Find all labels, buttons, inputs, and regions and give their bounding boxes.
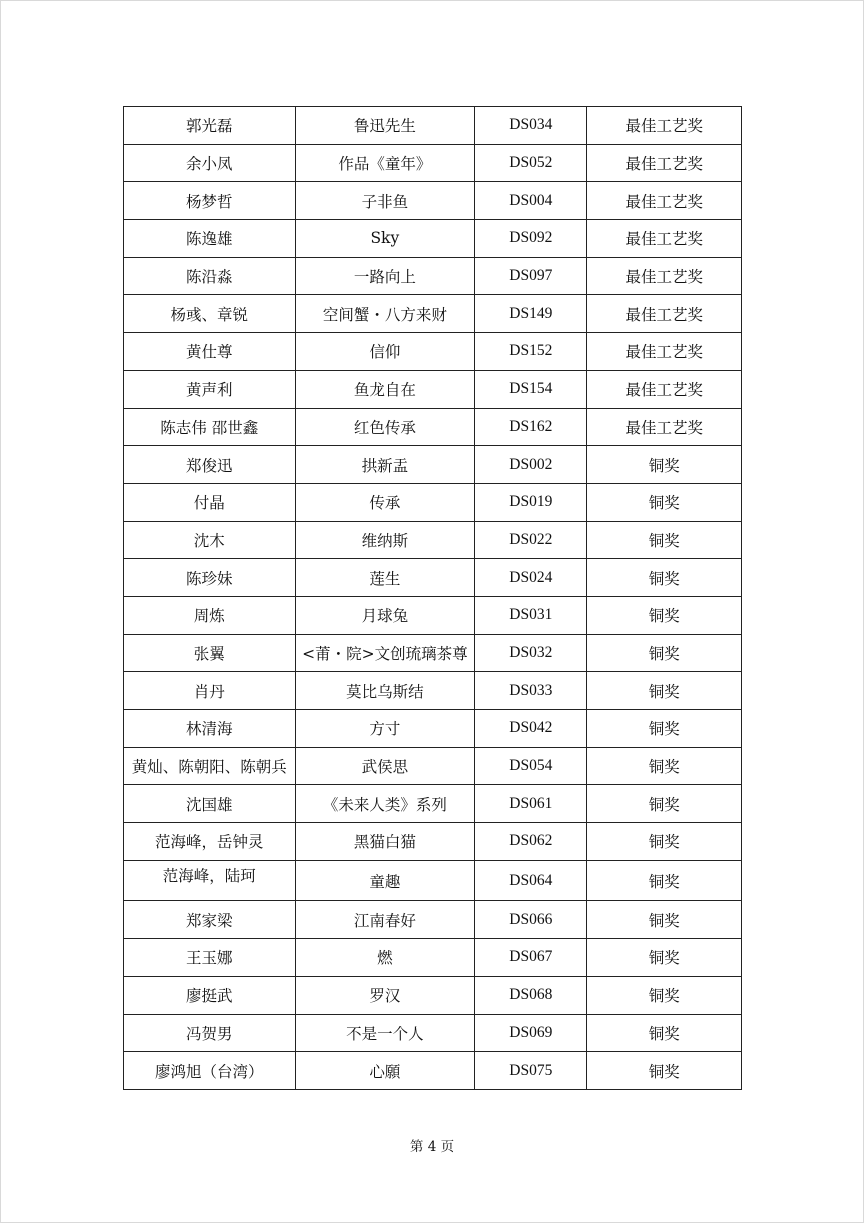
work-title-cell: 莫比乌斯结 [295,672,475,710]
table-row [124,939,742,977]
entry-code-cell: DS022 [475,521,587,559]
award-cell: 铜奖 [587,747,742,785]
author-cell: 陈志伟 邵世鑫 [124,408,296,446]
award-cell: 铜奖 [587,483,742,521]
author-cell: 郑家梁 [124,901,296,939]
table-row [124,1014,742,1052]
entry-code-cell: DS064 [475,860,587,901]
work-title-cell: 江南春好 [295,901,475,939]
award-table [123,106,742,1090]
award-cell: 铜奖 [587,559,742,597]
page-number: 第 4 页 [409,1139,455,1155]
work-title-cell: 罗汉 [295,976,475,1014]
author-cell: 张翼 [124,634,296,672]
work-title-cell: 子非鱼 [295,182,475,220]
entry-code-cell: DS075 [475,1052,587,1090]
table-row [124,370,742,408]
entry-code-cell: DS002 [475,446,587,484]
entry-code-cell: DS068 [475,976,587,1014]
table-row [124,144,742,182]
author-cell: 郭光磊 [124,107,296,145]
work-title-cell: 鱼龙自在 [295,370,475,408]
entry-code-cell: DS061 [475,785,587,823]
entry-code-cell: DS062 [475,823,587,861]
award-cell: 铜奖 [587,901,742,939]
author-cell: 沈国雄 [124,785,296,823]
table-row [124,596,742,634]
award-cell: 最佳工艺奖 [587,220,742,258]
work-title-cell: <莆・院>文创琉璃茶尊 [295,634,475,672]
award-cell: 铜奖 [587,1014,742,1052]
entry-code-cell: DS052 [475,144,587,182]
award-cell: 铜奖 [587,976,742,1014]
table-row [124,521,742,559]
author-cell: 余小凤 [124,144,296,182]
work-title-cell: 方寸 [295,710,475,748]
work-title-cell: 传承 [295,483,475,521]
author-cell: 范海峰，陆珂 [124,860,296,901]
work-title-cell: 童趣 [295,860,475,901]
award-cell: 最佳工艺奖 [587,408,742,446]
author-cell: 王玉娜 [124,939,296,977]
author-cell: 肖丹 [124,672,296,710]
author-cell: 郑俊迅 [124,446,296,484]
entry-code-cell: DS092 [475,220,587,258]
entry-code-cell: DS032 [475,634,587,672]
award-cell: 铜奖 [587,521,742,559]
award-cell: 最佳工艺奖 [587,295,742,333]
entry-code-cell: DS019 [475,483,587,521]
table-row [124,976,742,1014]
author-cell: 黄灿、陈朝阳、陈朝兵 [124,747,296,785]
author-cell: 黄仕尊 [124,333,296,371]
award-cell: 最佳工艺奖 [587,144,742,182]
award-cell: 最佳工艺奖 [587,257,742,295]
work-title-cell: 空间蟹・八方来财 [295,295,475,333]
author-cell: 黄声利 [124,370,296,408]
work-title-cell: 莲生 [295,559,475,597]
table-row [124,710,742,748]
table-row [124,747,742,785]
author-cell: 陈珍妹 [124,559,296,597]
author-cell: 周炼 [124,596,296,634]
entry-code-cell: DS004 [475,182,587,220]
table-row [124,333,742,371]
work-title-cell: 维纳斯 [295,521,475,559]
award-cell: 铜奖 [587,710,742,748]
award-cell: 最佳工艺奖 [587,333,742,371]
award-cell: 铜奖 [587,823,742,861]
award-cell: 铜奖 [587,446,742,484]
author-cell: 廖鸿旭（台湾） [124,1052,296,1090]
entry-code-cell: DS034 [475,107,587,145]
work-title-cell: 武侯思 [295,747,475,785]
award-cell: 铜奖 [587,672,742,710]
author-cell: 付晶 [124,483,296,521]
work-title-cell: 鲁迅先生 [295,107,475,145]
table-row [124,860,742,901]
work-title-cell: 《未来人类》系列 [295,785,475,823]
entry-code-cell: DS149 [475,295,587,333]
work-title-cell: 月球兔 [295,596,475,634]
author-cell: 杨彧、章锐 [124,295,296,333]
table-row [124,672,742,710]
table-row [124,182,742,220]
table-row [124,823,742,861]
award-cell: 铜奖 [587,939,742,977]
entry-code-cell: DS162 [475,408,587,446]
author-cell: 冯贺男 [124,1014,296,1052]
award-cell: 最佳工艺奖 [587,370,742,408]
entry-code-cell: DS033 [475,672,587,710]
table-row [124,408,742,446]
work-title-cell: 一路向上 [295,257,475,295]
table-row [124,446,742,484]
award-cell: 铜奖 [587,596,742,634]
award-cell: 铜奖 [587,860,742,901]
table-row [124,257,742,295]
work-title-cell: 心願 [295,1052,475,1090]
award-cell: 铜奖 [587,1052,742,1090]
work-title-cell: 不是一个人 [295,1014,475,1052]
author-cell: 杨梦哲 [124,182,296,220]
award-cell: 铜奖 [587,634,742,672]
entry-code-cell: DS152 [475,333,587,371]
table-row [124,559,742,597]
award-cell: 最佳工艺奖 [587,107,742,145]
entry-code-cell: DS066 [475,901,587,939]
work-title-cell: 红色传承 [295,408,475,446]
entry-code-cell: DS067 [475,939,587,977]
award-cell: 最佳工艺奖 [587,182,742,220]
table-row [124,634,742,672]
author-cell: 林清海 [124,710,296,748]
work-title-cell: 燃 [295,939,475,977]
table-row [124,295,742,333]
entry-code-cell: DS054 [475,747,587,785]
work-title-cell: 黑猫白猫 [295,823,475,861]
table-row [124,220,742,258]
work-title-cell: 信仰 [295,333,475,371]
table-row [124,107,742,145]
entry-code-cell: DS097 [475,257,587,295]
table-row [124,1052,742,1090]
author-cell: 陈沿淼 [124,257,296,295]
work-title-cell: Sky [295,220,475,258]
author-cell: 陈逸雄 [124,220,296,258]
entry-code-cell: DS024 [475,559,587,597]
award-table-body [124,107,742,1090]
table-row [124,483,742,521]
award-cell: 铜奖 [587,785,742,823]
entry-code-cell: DS069 [475,1014,587,1052]
entry-code-cell: DS031 [475,596,587,634]
table-row [124,901,742,939]
work-title-cell: 拱新盂 [295,446,475,484]
entry-code-cell: DS042 [475,710,587,748]
author-cell: 廖挺武 [124,976,296,1014]
author-cell: 沈木 [124,521,296,559]
entry-code-cell: DS154 [475,370,587,408]
table-row [124,785,742,823]
work-title-cell: 作品《童年》 [295,144,475,182]
author-cell: 范海峰，岳钟灵 [124,823,296,861]
